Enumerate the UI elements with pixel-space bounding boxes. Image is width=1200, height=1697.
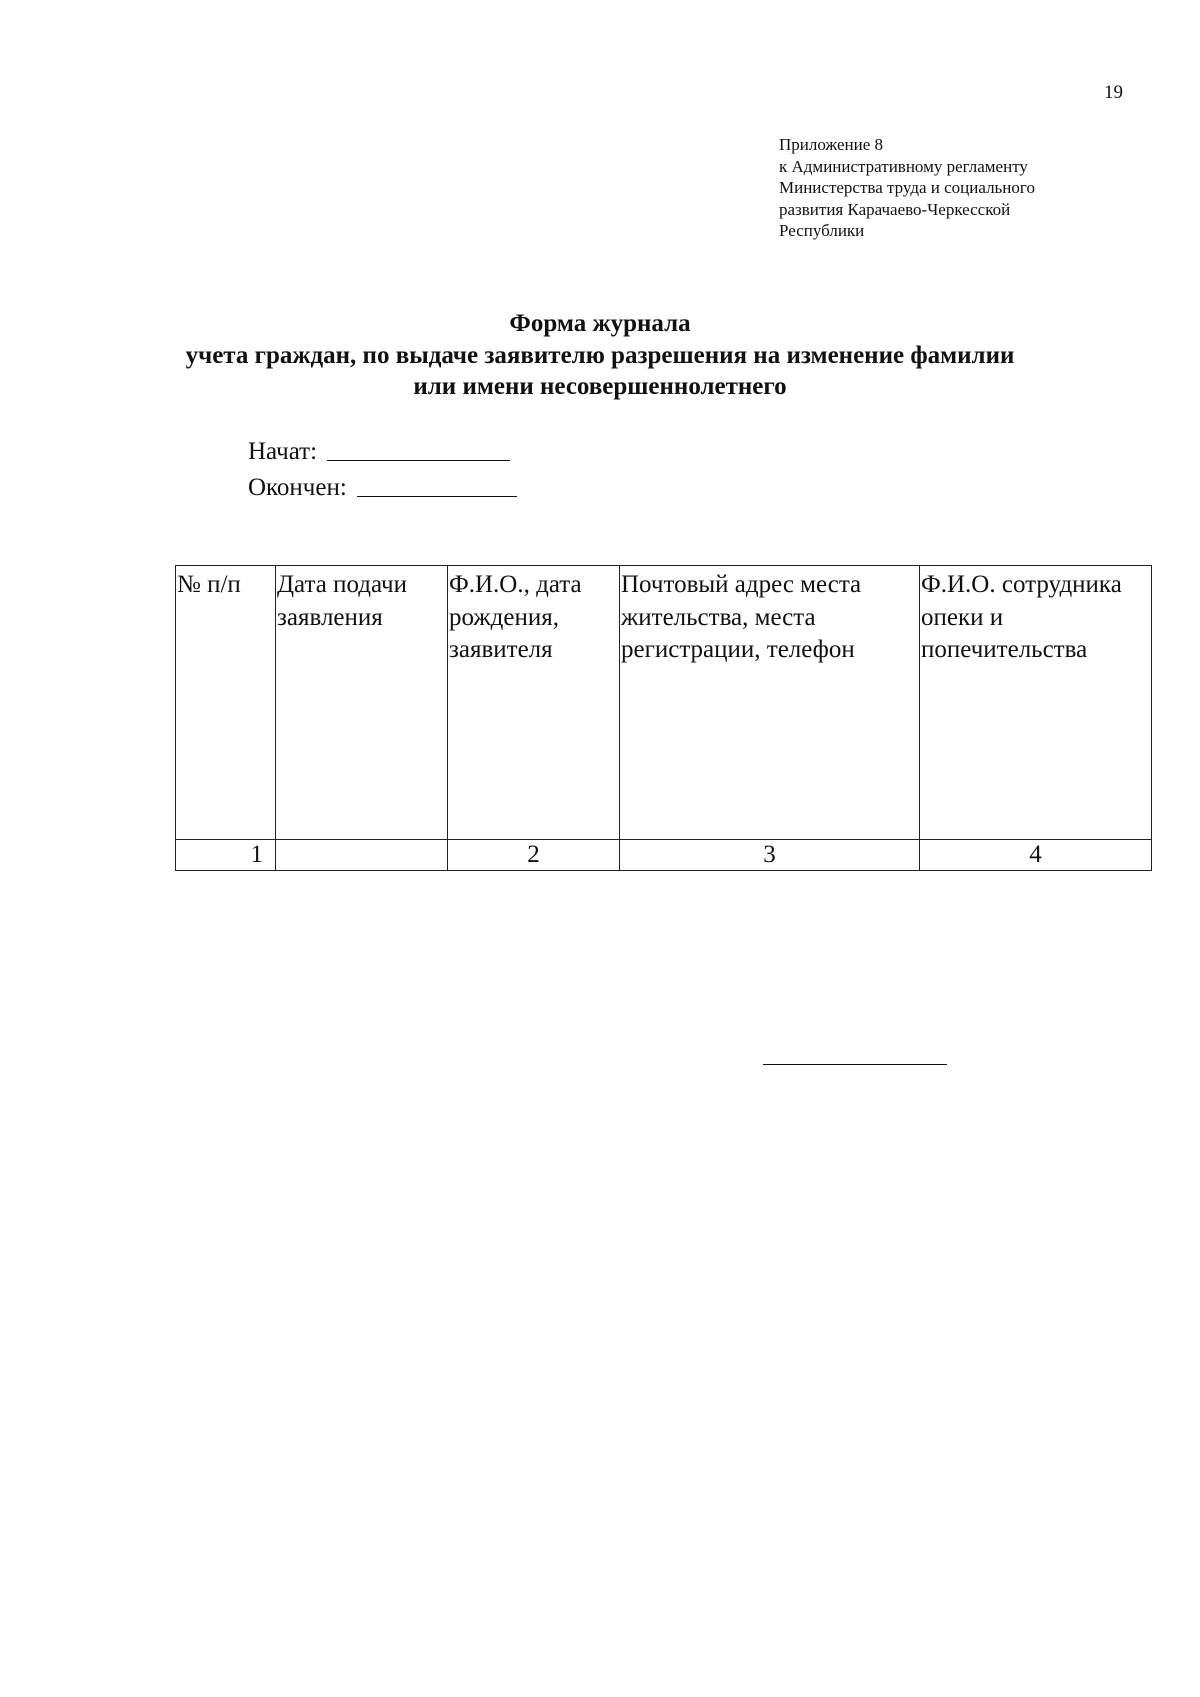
- header-cell-employee: Ф.И.О. сотрудника опеки и попечительства: [920, 566, 1152, 840]
- appendix-line: Приложение 8: [779, 135, 883, 154]
- started-blank-line: [327, 459, 510, 461]
- header-cell-applicant: Ф.И.О., дата рождения, заявителя: [448, 566, 620, 840]
- column-number-cell: 3: [620, 840, 920, 871]
- table-number-row: [176, 840, 1152, 871]
- header-cell-date: Дата подачи заявления: [276, 566, 448, 840]
- title-line: Форма журнала: [509, 310, 691, 337]
- form-title: [150, 308, 1050, 403]
- started-row: [248, 434, 517, 470]
- header-cell-number: № п/п: [176, 566, 276, 840]
- column-number-cell: 2: [448, 840, 620, 871]
- closing-divider-line: [763, 1064, 947, 1065]
- appendix-line: развития Карачаево-Черкесской: [779, 199, 1011, 219]
- table-header-row: [176, 566, 1152, 840]
- page-number: 19: [1104, 82, 1123, 103]
- started-label: Начат:: [248, 438, 318, 465]
- header-cell-address: Почтовый адрес места жительства, места регистрации, телефон: [620, 566, 920, 840]
- appendix-line: к Административному регламенту: [779, 156, 1028, 176]
- ended-row: [248, 470, 517, 506]
- appendix-note: [779, 134, 1109, 242]
- journal-dates: [248, 434, 517, 506]
- appendix-line: Министерства труда и социального: [779, 178, 1035, 197]
- journal-table: [175, 565, 1152, 871]
- ended-label: Окончен:: [248, 474, 347, 501]
- ended-blank-line: [357, 495, 517, 497]
- column-number-cell: 1: [176, 840, 276, 871]
- column-number-cell: [276, 840, 448, 871]
- appendix-line: Республики: [779, 221, 865, 240]
- column-number-cell: 4: [920, 840, 1152, 871]
- title-line: или имени несовершеннолетнего: [413, 373, 787, 400]
- title-line: учета граждан, по выдаче заявителю разрешения на изменение фамилии: [185, 341, 1015, 369]
